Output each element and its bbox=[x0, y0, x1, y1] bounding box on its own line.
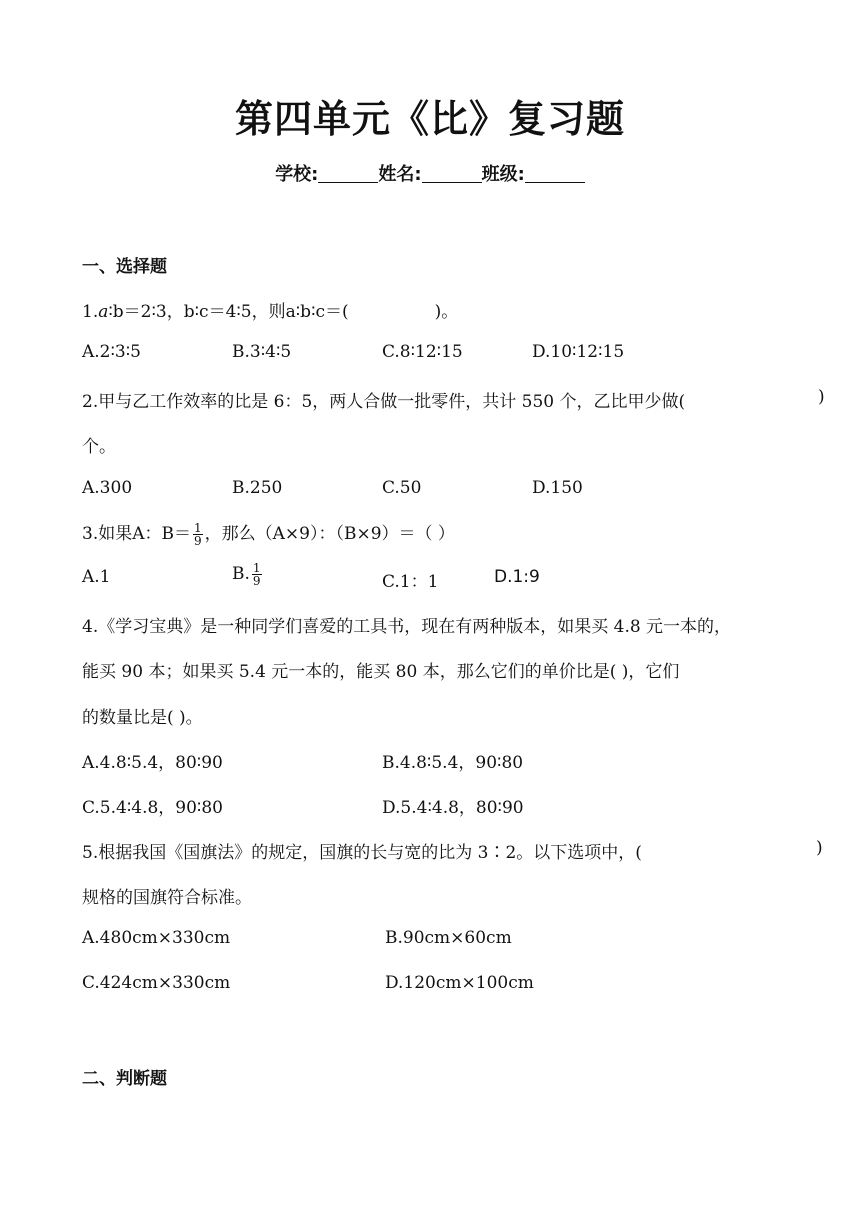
question-5: 5.根据我国《国旗法》的规定，国旗的长与宽的比为 3∶2。以下选项中，( bbox=[82, 843, 642, 863]
q2-option-c[interactable]: C.50 bbox=[382, 478, 422, 498]
q5-option-c[interactable]: C.424cm×330cm bbox=[82, 973, 231, 993]
q5-option-d[interactable]: D.120cm×100cm bbox=[385, 973, 534, 993]
question-3 bbox=[82, 519, 455, 547]
q1-close: )。 bbox=[434, 302, 459, 322]
q1-option-c[interactable]: C.8∶12∶15 bbox=[382, 342, 463, 362]
question-2 bbox=[82, 387, 685, 412]
question-4-line2: 能买 90 本；如果买 5.4 元一本的，能买 80 本，那么它们的单价比是( )，它们 bbox=[82, 662, 680, 682]
q1-option-a[interactable]: A.2∶3∶5 bbox=[82, 342, 141, 362]
q2-line2: 个。 bbox=[82, 437, 116, 457]
q3-option-c[interactable]: C.1：1 bbox=[382, 572, 439, 592]
question-1 bbox=[82, 297, 458, 322]
q3-frac-num: 1 bbox=[194, 521, 202, 535]
q3-frac-den: 9 bbox=[194, 534, 202, 548]
q3-option-b-fraction bbox=[252, 562, 262, 587]
q1-option-d[interactable]: D.10∶12∶15 bbox=[532, 342, 625, 362]
q3-option-b[interactable] bbox=[232, 562, 264, 587]
page-title: 第四单元《比》复习题 bbox=[234, 97, 625, 141]
q1-option-b[interactable]: B.3∶4∶5 bbox=[232, 342, 292, 362]
name-blank[interactable] bbox=[422, 164, 482, 183]
q3-option-b-letter: B. bbox=[232, 564, 250, 584]
class-blank[interactable] bbox=[525, 164, 585, 183]
q1-var-a: a bbox=[98, 302, 109, 322]
q5-line2: 规格的国旗符合标准。 bbox=[82, 888, 252, 908]
school-blank[interactable] bbox=[318, 164, 378, 183]
q3-optb-den: 9 bbox=[252, 574, 261, 588]
q1-text: ∶b＝2∶3，b∶c＝4∶5，则a∶b∶c＝( bbox=[108, 302, 349, 322]
q4-option-d[interactable]: D.5.4∶4.8，80∶90 bbox=[382, 798, 524, 818]
q5-option-b[interactable]: B.90cm×60cm bbox=[385, 928, 512, 948]
q4-option-c[interactable]: C.5.4∶4.8，90∶80 bbox=[82, 798, 223, 818]
q2-close: ) bbox=[818, 387, 825, 407]
q2-option-a[interactable]: A.300 bbox=[82, 478, 133, 498]
q3-text-pre: 3.如果A：B＝ bbox=[82, 524, 191, 544]
section-heading-choice: 一、选择题 bbox=[82, 257, 167, 277]
q2-text: 2.甲与乙工作效率的比是 6：5，两人合做一批零件，共计 550 个，乙比甲少做( bbox=[82, 392, 686, 412]
q5-close: ) bbox=[816, 838, 823, 858]
q4-option-a[interactable]: A.4.8∶5.4，80∶90 bbox=[82, 753, 223, 773]
q3-fraction bbox=[193, 522, 203, 547]
q5-option-a[interactable]: A.480cm×330cm bbox=[82, 928, 231, 948]
class-label: 班级: bbox=[481, 164, 525, 185]
q4-option-b[interactable]: B.4.8∶5.4，90∶80 bbox=[382, 753, 524, 773]
q3-option-a[interactable]: A.1 bbox=[82, 567, 111, 587]
q3-text-post: ，那么（A×9）：（B×9）＝（ ） bbox=[204, 524, 455, 544]
name-label: 姓名: bbox=[378, 164, 422, 185]
school-label: 学校: bbox=[275, 164, 319, 185]
q3-optb-num: 1 bbox=[252, 561, 261, 575]
header-fields bbox=[0, 160, 860, 186]
q2-option-d[interactable]: D.150 bbox=[532, 478, 583, 498]
q2-option-b[interactable]: B.250 bbox=[232, 478, 283, 498]
q3-option-d[interactable]: D.1:9 bbox=[494, 567, 540, 587]
question-4-line1: 4.《学习宝典》是一种同学们喜爱的工具书，现在有两种版本，如果买 4.8 元一本的， bbox=[82, 617, 732, 637]
q1-number: 1. bbox=[82, 302, 99, 322]
section-heading-judgement: 二、判断题 bbox=[82, 1069, 167, 1089]
question-4-line3: 的数量比是( )。 bbox=[82, 708, 203, 728]
